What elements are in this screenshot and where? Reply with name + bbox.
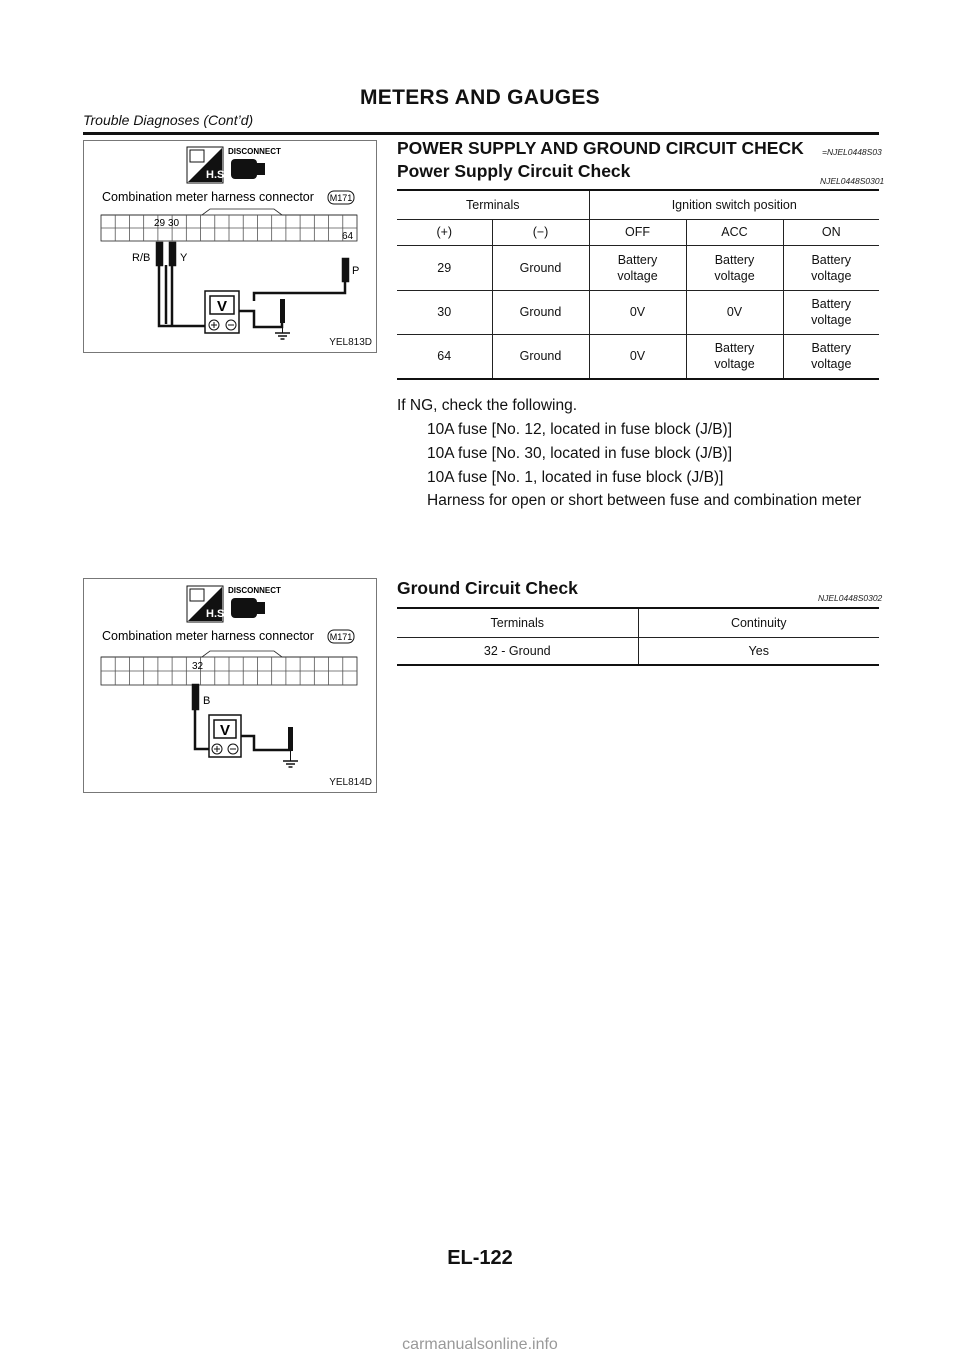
disconnect-icon bbox=[228, 586, 281, 618]
wire-color-b: B bbox=[203, 695, 211, 707]
table-subheader-row: (+) (−) OFF ACC ON bbox=[397, 219, 879, 245]
connector-label: Combination meter harness connector bbox=[102, 190, 314, 204]
connector-diagram-1 bbox=[84, 141, 376, 352]
pin-64: 64 bbox=[342, 231, 354, 242]
header-rule bbox=[83, 132, 879, 135]
table-header-row bbox=[397, 190, 879, 219]
figure-id: YEL813D bbox=[329, 337, 372, 348]
wire-color-rb: R/B bbox=[132, 252, 151, 264]
check-item: Harness for open or short between fuse and combination meter bbox=[427, 492, 862, 509]
check-item: 10A fuse [No. 1, located in fuse block (J/B)] bbox=[427, 469, 724, 486]
hs-text: H.S. bbox=[206, 169, 228, 181]
subsection-ref: NJEL0448S0302 bbox=[818, 593, 883, 603]
figure-yel814d bbox=[83, 578, 377, 793]
disconnect-icon bbox=[228, 147, 281, 179]
table-row: 64 Ground 0V Battery voltage Battery voltage bbox=[397, 334, 879, 379]
connector-body bbox=[101, 209, 357, 241]
connector-id-badge bbox=[328, 191, 354, 204]
watermark-link[interactable]: carmanualsonline.info bbox=[402, 1336, 558, 1353]
svg-text:M171: M171 bbox=[329, 632, 353, 642]
header-terminals: Terminals bbox=[397, 190, 589, 219]
ng-intro: If NG, check the following. bbox=[397, 397, 578, 414]
svg-text:V: V bbox=[219, 722, 231, 739]
pin-29: 29 bbox=[154, 218, 166, 229]
pin-32: 32 bbox=[192, 661, 204, 672]
connector-body bbox=[101, 651, 357, 685]
subsection-title: Power Supply Circuit Check bbox=[397, 161, 631, 181]
wire-color-y: Y bbox=[180, 252, 188, 264]
disconnect-text: DISCONNECT bbox=[228, 586, 281, 595]
section-title: POWER SUPPLY AND GROUND CIRCUIT CHECK bbox=[397, 138, 804, 158]
power-supply-table bbox=[397, 189, 879, 380]
figure-id: YEL814D bbox=[329, 777, 372, 788]
harness-side-icon bbox=[187, 147, 227, 183]
wire-color-p: P bbox=[352, 265, 360, 277]
page-header-title: METERS AND GAUGES bbox=[359, 86, 600, 109]
svg-text:M171: M171 bbox=[329, 193, 353, 203]
hs-text: H.S. bbox=[206, 608, 228, 620]
disconnect-text: DISCONNECT bbox=[228, 147, 281, 156]
subsection-ref: NJEL0448S0301 bbox=[820, 176, 885, 186]
connector-id-badge bbox=[328, 630, 354, 643]
connector-diagram-2 bbox=[84, 579, 376, 792]
table-row: 30 Ground 0V 0V Battery voltage bbox=[397, 290, 879, 334]
ground-circuit-table bbox=[397, 607, 879, 666]
ground-probe-icon bbox=[283, 727, 298, 767]
svg-text:V: V bbox=[216, 298, 228, 315]
connector-label: Combination meter harness connector bbox=[102, 629, 314, 643]
figure-yel813d bbox=[83, 140, 377, 353]
table-header-row: Terminals Continuity bbox=[397, 608, 879, 637]
page-header-subtitle: Trouble Diagnoses (Cont’d) bbox=[83, 112, 254, 128]
section-ref: =NJEL0448S03 bbox=[822, 147, 882, 157]
page-number: EL-122 bbox=[447, 1247, 513, 1269]
pin-30: 30 bbox=[168, 218, 180, 229]
table-row: 32 - Ground Yes bbox=[397, 637, 879, 665]
header-ignition-position: Ignition switch position bbox=[589, 190, 879, 219]
table-row: 29 Ground Battery voltage Battery voltage Battery voltage bbox=[397, 245, 879, 290]
check-item: 10A fuse [No. 12, located in fuse block (J/B)] bbox=[427, 421, 732, 438]
subsection-title: Ground Circuit Check bbox=[397, 578, 578, 598]
ground-probe-icon bbox=[275, 299, 290, 339]
check-item: 10A fuse [No. 30, located in fuse block (J/B)] bbox=[427, 445, 732, 462]
voltmeter-icon bbox=[209, 715, 241, 757]
voltmeter-icon bbox=[205, 291, 239, 333]
harness-side-icon bbox=[187, 586, 227, 622]
